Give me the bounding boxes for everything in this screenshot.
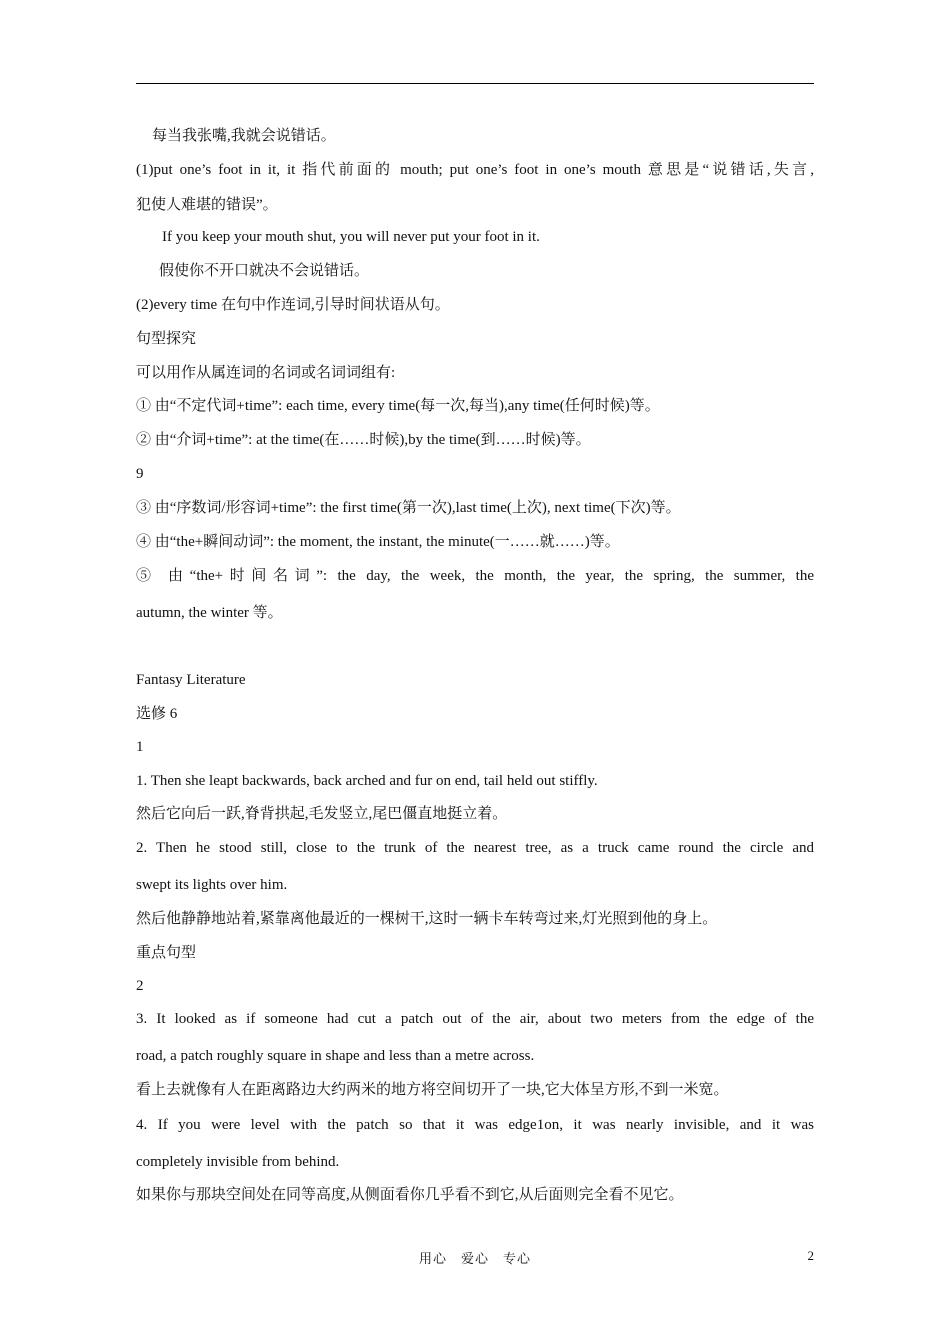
- text-line: 犯使人难堪的错误”。: [136, 197, 278, 213]
- text-line: 选修 6: [136, 706, 178, 722]
- text-line: 2: [136, 978, 144, 994]
- header-rule: [136, 83, 814, 84]
- text-line: 假使你不开口就决不会说错话。: [159, 263, 370, 279]
- text-line: 2. Then he stood still, close to the trunk of the nearest tree, as a truck came round the circle and: [136, 840, 814, 856]
- text-line: autumn, the winter 等。: [136, 605, 283, 621]
- text-line: 然后他静静地站着,紧靠离他最近的一棵树干,这时一辆卡车转弯过来,灯光照到他的身上。: [136, 911, 718, 927]
- text-line: 如果你与那块空间处在同等高度,从侧面看你几乎看不到它,从后面则完全看不见它。: [136, 1187, 684, 1203]
- list-item: ② 由“介词+time”: at the time(在……时候),by the time(到……时候)等。: [136, 432, 591, 448]
- text-line: completely invisible from behind.: [136, 1154, 340, 1170]
- text-line: (2)every time 在句中作连词,引导时间状语从句。: [136, 297, 450, 313]
- text-line: If you keep your mouth shut, you will never put your foot in it.: [162, 229, 540, 245]
- section-heading: 重点句型: [136, 945, 197, 961]
- text-line: 看上去就像有人在距离路边大约两米的地方将空间切开了一块,它大体呈方形,不到一米宽。: [136, 1082, 729, 1098]
- text-line: road, a patch roughly square in shape and less than a metre across.: [136, 1048, 535, 1064]
- list-item: ① 由“不定代词+time”: each time, every time(每一次,每当),any time(任何时候)等。: [136, 398, 660, 414]
- text-line: (1)put one’s foot in it, it 指代前面的 mouth; put one’s foot in one’s mouth 意思是“说错话,失言,: [136, 162, 814, 178]
- text-line: 9: [136, 466, 144, 482]
- footer-motto: 用心 爱心 专心: [418, 1251, 531, 1266]
- list-item: ④ 由“the+瞬间动词”: the moment, the instant, the minute(一……就……)等。: [136, 534, 620, 550]
- page-number: 2: [807, 1248, 814, 1263]
- text-line: 每当我张嘴,我就会说错话。: [152, 128, 336, 144]
- text-line: swept its lights over him.: [136, 877, 288, 893]
- text-line: 3. It looked as if someone had cut a patch out of the air, about two meters from the edge of the: [136, 1011, 814, 1027]
- text-line: 1. Then she leapt backwards, back arched and fur on end, tail held out stiffly.: [136, 773, 598, 789]
- list-item: ⑤ 由“the+时间名词”: the day, the week, the month, the year, the spring, the summer, the: [136, 568, 814, 584]
- section-heading: Fantasy Literature: [136, 672, 246, 688]
- text-line: 然后它向后一跃,脊背拱起,毛发竖立,尾巴僵直地挺立着。: [136, 806, 508, 822]
- text-line: 1: [136, 739, 144, 755]
- text-line: 可以用作从属连词的名词或名词词组有:: [136, 365, 396, 381]
- text-line: 4. If you were level with the patch so that it was edge1on, it was nearly invisible, and it was: [136, 1117, 814, 1133]
- section-heading: 句型探究: [136, 331, 197, 347]
- list-item: ③ 由“序数词/形容词+time”: the first time(第一次),last time(上次), next time(下次)等。: [136, 500, 681, 516]
